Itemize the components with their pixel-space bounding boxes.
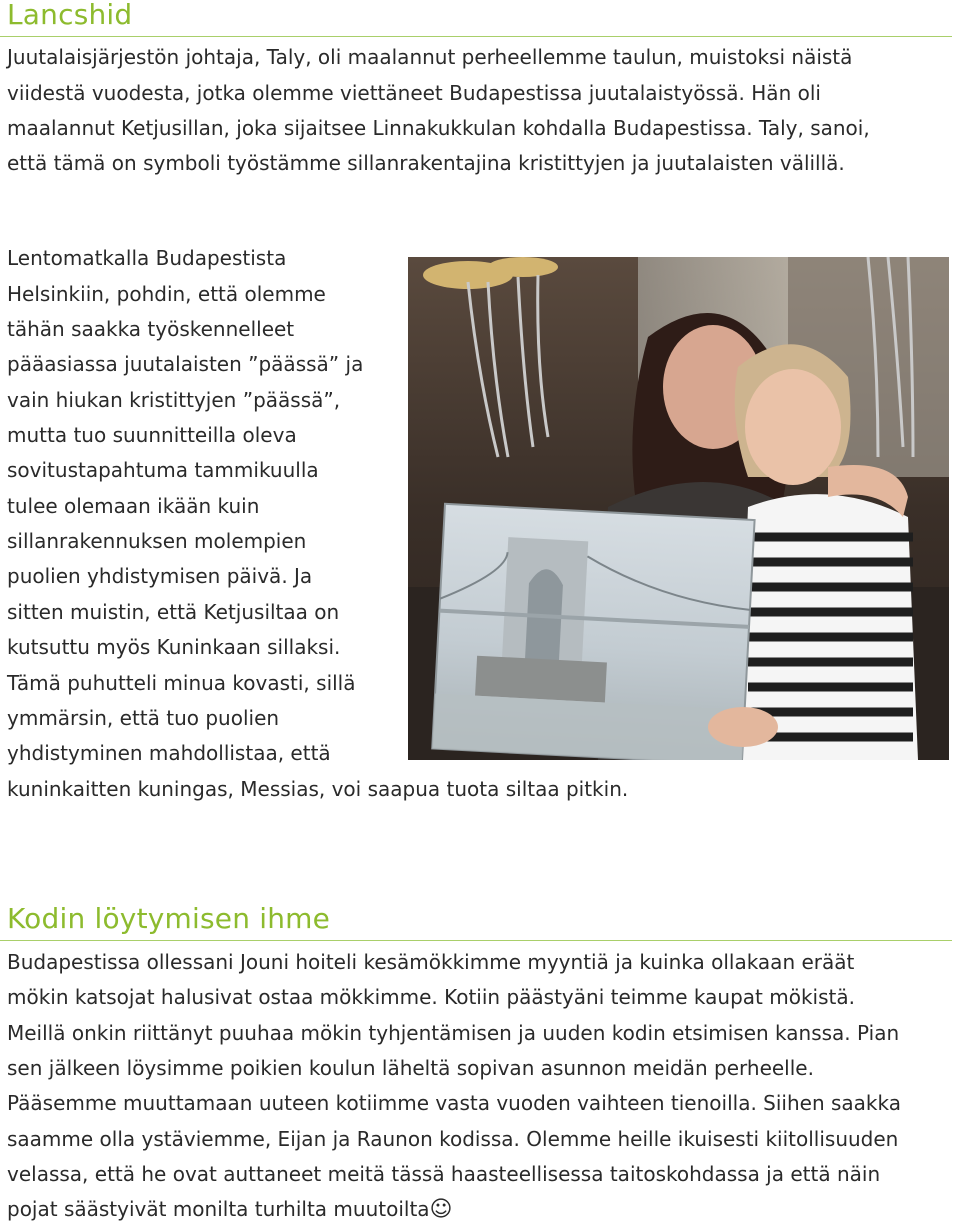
intro-line: maalannut Ketjusillan, joka sijaitsee Linnakukkulan kohdalla Budapestissa. Taly, sanoi, xyxy=(7,116,870,140)
photo-women-with-painting xyxy=(408,257,949,760)
body-line: kutsuttu myös Kuninkaan sillaksi. xyxy=(7,635,341,659)
body-line: yhdistyminen mahdollistaa, että xyxy=(7,741,331,765)
body-line: sovitustapahtuma tammikuulla xyxy=(7,458,319,482)
last-line-text: pojat säästyivät monilta turhilta muutoilta xyxy=(7,1197,430,1221)
body-line: sitten muistin, että Ketjusiltaa on xyxy=(7,600,340,624)
body-line: velassa, että he ovat auttaneet meitä tässä haasteellisessa taitoskohdassa ja että näin xyxy=(7,1162,881,1186)
body-line: Lentomatkalla Budapestista xyxy=(7,246,287,270)
body-line: saamme olla ystäviemme, Eijan ja Raunon kodissa. Olemme heille ikuisesti kiitollisuuden xyxy=(7,1127,899,1151)
intro-line: Juutalaisjärjestön johtaja, Taly, oli maalannut perheellemme taulun, muistoksi näistä xyxy=(7,45,853,69)
heading-rule xyxy=(0,36,952,37)
body-line: Budapestissa ollessani Jouni hoiteli kesämökkimme myyntiä ja kuinka ollakaan eräät xyxy=(7,950,855,974)
body-line: puolien yhdistymisen päivä. Ja xyxy=(7,564,313,588)
intro-line: että tämä on symboli työstämme sillanrakentajina kristittyjen ja juutalaisten välillä. xyxy=(7,151,845,175)
body-line: Pääsemme muuttamaan uuteen kotiimme vasta vuoden vaihteen tienoilla. Siihen saakka xyxy=(7,1091,901,1115)
body-line: sillanrakennuksen molempien xyxy=(7,529,307,553)
body-line: mutta tuo suunnitteilla oleva xyxy=(7,423,297,447)
body-line: Meillä onkin riittänyt puuhaa mökin tyhjentämisen ja uuden kodin etsimisen kanssa. Pian xyxy=(7,1021,900,1045)
smiley-icon: ☺ xyxy=(429,1197,453,1222)
body-line: sen jälkeen löysimme poikien koulun läheltä sopivan asunnon meidän perheelle. xyxy=(7,1056,814,1080)
body-line: kuninkaitten kuningas, Messias, voi saapua tuota siltaa pitkin. xyxy=(7,777,629,801)
body-line: tähän saakka työskennelleet xyxy=(7,317,295,341)
intro-line: viidestä vuodesta, jotka olemme viettäneet Budapestissa juutalaistyössä. Hän oli xyxy=(7,81,821,105)
body-line-last xyxy=(7,1192,452,1227)
section-title-kodin-loytymisen-ihme: Kodin löytymisen ihme xyxy=(7,902,331,935)
body-line: Helsinkiin, pohdin, että olemme xyxy=(7,282,326,306)
body-line: Tämä puhutteli minua kovasti, sillä xyxy=(7,671,356,695)
body-line: mökin katsojat halusivat ostaa mökkimme. Kotiin päästyäni teimme kaupat mökistä. xyxy=(7,985,855,1009)
body-line: vain hiukan kristittyjen ”päässä”, xyxy=(7,388,341,412)
body-line: ymmärsin, että tuo puolien xyxy=(7,706,280,730)
section-title-lancshid: Lancshid xyxy=(7,0,133,31)
heading-rule xyxy=(0,940,952,941)
body-line: pääasiassa juutalaisten ”päässä” ja xyxy=(7,352,364,376)
body-line: tulee olemaan ikään kuin xyxy=(7,494,260,518)
